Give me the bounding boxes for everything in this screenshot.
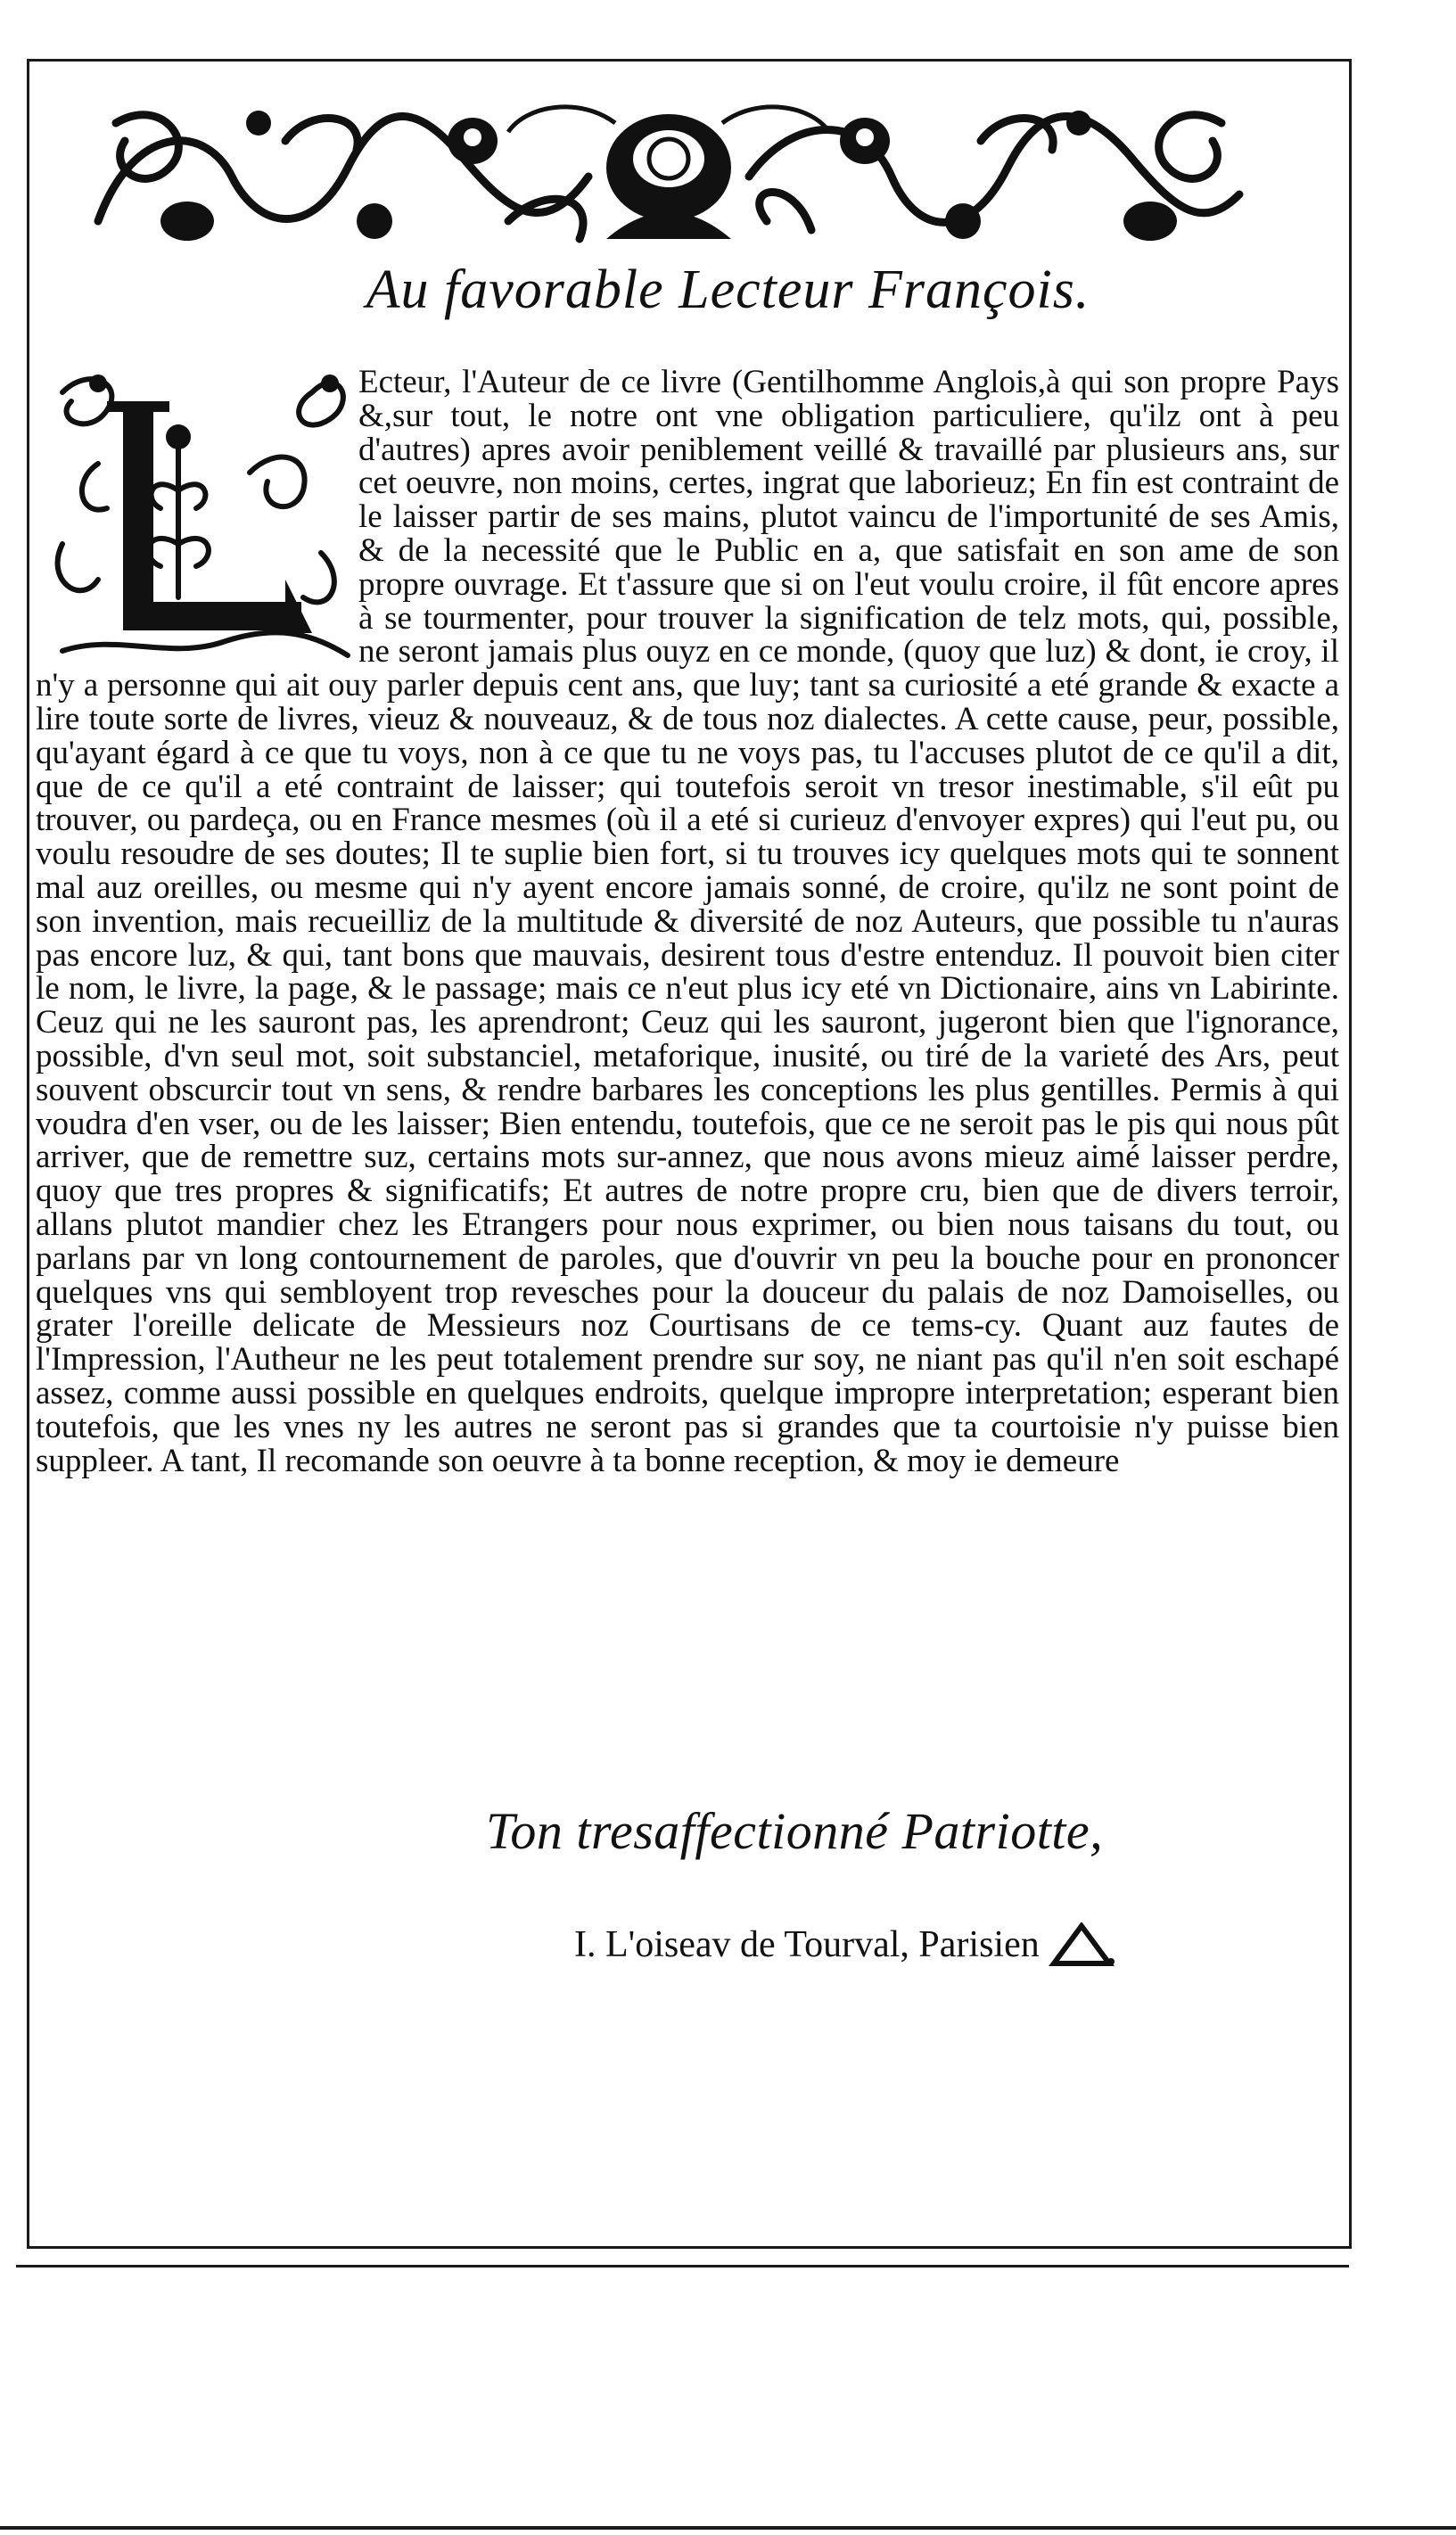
body-paragraph: Ecteur, l'Auteur de ce livre (Gentilhomme Anglois,à qui son propre Pays &,sur tout, le notre ont vne obligation particuliere, qu'ilz ont à peu d'autres) apres avoir peniblement veillé & travaillé par plusieurs ans, sur cet oeuvre, non moins, certes, ingrat que laborieuz; En fin est contraint de le laisser partir de ses mains, plutot vaincu de l'importunité de ses Amis, & de la necessité que le Public en a, que satisfait en son ame de son propre ouvrage. Et t'assure que si on l'eut voulu croire, il fût encore apres à se tourmenter, pour trouver la signification de telz mots, qui, possible, ne seront jamais plus ouyz en ce monde, (quoy que luz) & dont, ie croy, il n'y a personne qui ait ouy parler depuis cent ans, que luy; tant sa curiosité a eté grande & exacte a lire toute sorte de livres, vieuz & nouveauz, & de tous noz dialectes. A cette cause, peur, possible, qu'ayant égard à ce que tu voys, non à ce que tu ne voys pas, tu l'accuses plutot de ce qu'il a dit, que de ce qu'il a eté contraint de laisser; qui toutefois seroit vn tresor inestimable, s'il eût pu trouver, ou pardeça, ou en France mesmes (où il a eté si curieuz d'envoyer expres) qui l'eut pu, ou voulu resoudre de ses doutes; Il te suplie bien fort, si tu trouves icy quelques mots qui te sonnent mal auz oreilles, ou mesme qui n'y ayent encore jamais sonné, de croire, qu'ilz ne sont point de son invention, mais recueilliz de la multitude & diversité de noz Auteurs, que possible tu n'auras pas encore luz, & qui, tant bons que mauvais, desirent tous d'estre entenduz. Il pouvoit bien citer le nom, le livre, la page, & le passage; mais ce n'eut plus icy eté vn Dictionaire, ains vn Labirinte. Ceuz qui ne les sauront pas, les aprendront; Ceuz qui les sauront, jugeront bien que l'ignorance, possible, d'vn seul mot, soit substanciel, metaforique, inusité, ou tiré de la varieté des Ars, peut souvent obscurcir tout vn sens, & rendre barbares les conceptions les plus gentilles. Permis à qui voudra d'en vser, ou de les laisser; Bien entendu, toutefois, que ce ne seroit pas le pis qui nous pût arriver, que de remettre suz, certains mots sur-annez, que nous avons mieuz aimé laisser perdre, quoy que tres propres & significatifs; Et autres de notre propre cru, bien que de divers terroir, allans plutot mandier chez les Etrangers pour nous exprimer, ou bien nous taisans du tout, ou parlans par vn long contournement de paroles, que d'ouvrir vn peu la bouche pour en prononcer quelques vns qui sembloyent trop revesches pour la douceur du palais de noz Damoiselles, ou grater l'oreille delicate de Messieurs noz Courtisans de ce tems-cy. Quant auz fautes de l'Impression, l'Autheur ne les peut totalement prendre sur soy, ne niant pas qu'il n'en soit eschapé assez, comme aussi possible en quelques endroits, quelque impropre interpretation; esperant bien toutefois, que les vnes ny les autres ne seront pas si grandes que ta courtoisie n'y puisse bien suppleer. A tant, Il recomande son oeuvre à ta bonne reception, & moy ie demeure bbox=[36, 364, 1339, 1479]
headpiece-ornament bbox=[80, 87, 1257, 262]
drop-cap-space bbox=[36, 366, 358, 669]
page-title: Au favorable Lecteur François. bbox=[366, 259, 1090, 320]
letter-body bbox=[36, 366, 1339, 1477]
bottom-rule bbox=[16, 2265, 1349, 2268]
author-line bbox=[574, 1922, 1115, 1967]
delta-mark-icon bbox=[1049, 1922, 1115, 1967]
page-edge-rule bbox=[0, 2526, 1456, 2530]
signature-line: Ton tresaffectionné Patriotte, bbox=[486, 1802, 1104, 1860]
author-name: I. L'oiseav de Tourval, Parisien bbox=[574, 1924, 1040, 1965]
